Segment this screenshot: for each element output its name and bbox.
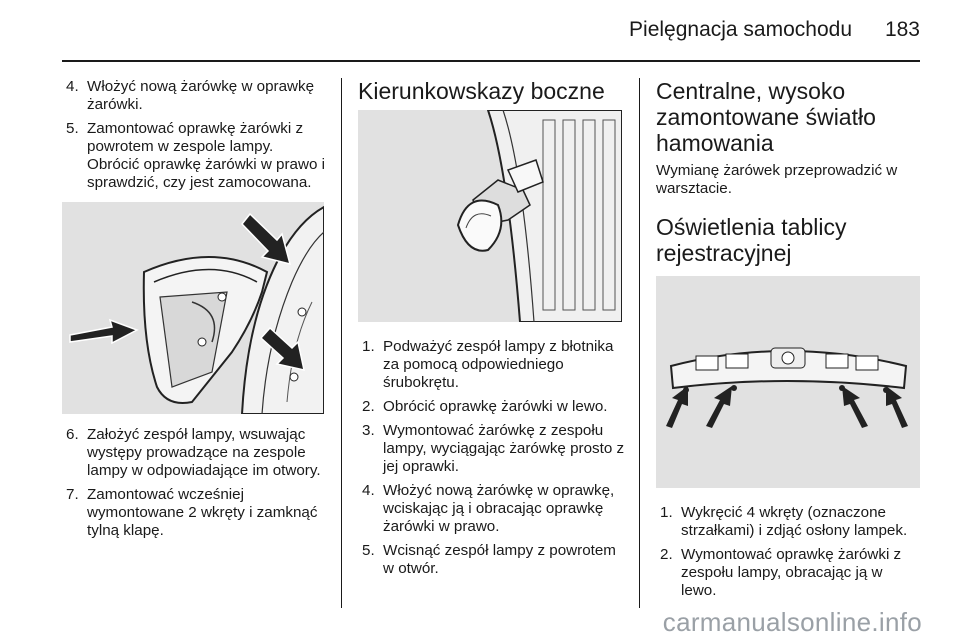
tail-lamp-figure [62, 202, 324, 414]
list-item: 2. Wymontować oprawkę żarówki z zespołu lampy, obracając ją w lewo. [660, 546, 902, 599]
column-divider-1 [341, 78, 342, 608]
list-item: 2. Obrócić oprawkę żarówki w lewo. [362, 398, 608, 415]
list-item: 1. Wykręcić 4 wkręty (oznaczone strzałkami) i zdjąć osłony lampek. [660, 504, 908, 539]
column-divider-2 [639, 78, 640, 608]
list-item: 3. Wymontować żarówkę z zespołu lampy, wyciągając żarówkę prosto z jej oprawki. [362, 422, 625, 475]
section-heading-brake-light: Centralne, wysoko zamontowane światło hamowania [656, 78, 876, 156]
column-left [62, 78, 328, 546]
paragraph: Wymianę żarówek przeprowadzić w warsztacie. [656, 162, 898, 197]
list-item: 4. Włożyć nową żarówkę w oprawkę żarówki. [66, 78, 315, 113]
section-title: Pielęgnacja samochodu [629, 18, 852, 41]
list-item: 5. Zamontować oprawkę żarówki z powrotem w zespole lampy. Obrócić oprawkę żarówki w prawo i sprawdzić, czy jest zamocowana. [66, 120, 326, 191]
list-item: 5. Wcisnąć zespół lampy z powrotem w otwór. [362, 542, 616, 577]
list-item: 4. Włożyć nową żarówkę w oprawkę, wciskając ją i obracając oprawkę żarówki w prawo. [362, 482, 615, 535]
list-item: 7. Zamontować wcześniej wymontowane 2 wkręty i zamknąć tylną klapę. [66, 486, 318, 539]
page-header [0, 0, 960, 62]
watermark: carmanualsonline.info [662, 607, 922, 637]
column-right [656, 78, 922, 606]
section-heading: Kierunkowskazy boczne [358, 78, 605, 104]
page-number: 183 [884, 18, 920, 41]
column-middle [358, 78, 626, 584]
side-indicator-figure [358, 110, 622, 322]
license-plate-light-figure [656, 276, 920, 488]
header-rule [62, 60, 920, 62]
steps-list [358, 338, 626, 578]
steps-list-top [62, 78, 328, 192]
list-item: 6. Założyć zespół lampy, wsuwając występy prowadzące na zespole lampy w odpowiadające im otwory. [66, 426, 321, 479]
steps-list [656, 504, 922, 600]
section-heading-plate-light: Oświetlenia tablicy rejestracyjnej [656, 214, 847, 266]
steps-list-bottom [62, 426, 328, 540]
list-item: 1. Podważyć zespół lampy z błotnika za pomocą odpowiedniego śrubokrętu. [362, 338, 614, 391]
